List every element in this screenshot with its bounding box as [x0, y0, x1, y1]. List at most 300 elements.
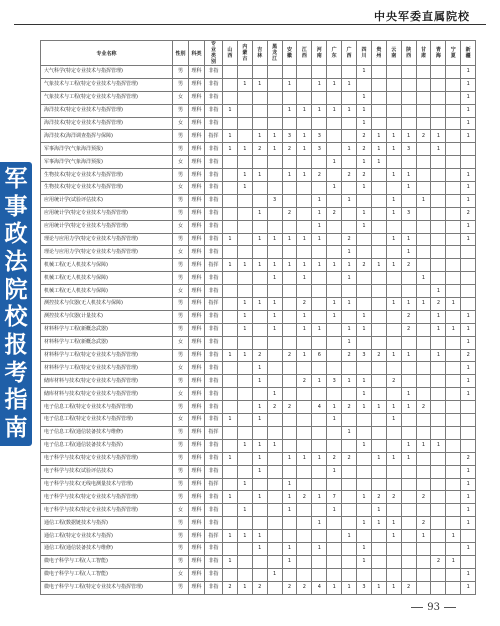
table-cell — [401, 375, 416, 388]
table-cell: 2 — [297, 375, 312, 388]
column-header-label: 黑龙江 — [272, 44, 278, 62]
table-cell: 非指 — [205, 220, 223, 233]
table-cell: 男 — [173, 530, 189, 543]
major-name-cell: 微电子科学与工程(特定专业技术与指挥管理) — [41, 581, 173, 594]
table-cell — [401, 285, 416, 298]
table-cell — [237, 414, 252, 427]
table-cell — [237, 272, 252, 285]
table-cell: 男 — [173, 130, 189, 143]
table-cell — [252, 104, 267, 117]
column-header — [189, 41, 205, 66]
table-cell — [252, 246, 267, 259]
table-cell — [267, 555, 282, 568]
table-cell: 1 — [267, 323, 282, 336]
table-row — [41, 568, 476, 581]
table-cell — [297, 362, 312, 375]
table-cell: 指挥 — [205, 426, 223, 439]
table-cell: 1 — [327, 504, 342, 517]
table-cell: 1 — [327, 310, 342, 323]
table-cell — [252, 194, 267, 207]
table-cell: 1 — [342, 426, 357, 439]
table-cell: 1 — [371, 259, 386, 272]
table-cell — [237, 362, 252, 375]
table-cell — [327, 388, 342, 401]
table-cell — [357, 478, 372, 491]
table-cell: 2 — [461, 349, 476, 362]
table-cell: 1 — [342, 272, 357, 285]
table-cell: 1 — [223, 259, 238, 272]
table-cell — [223, 478, 238, 491]
table-cell — [312, 478, 327, 491]
table-cell: 理科 — [189, 233, 205, 246]
table-cell — [416, 478, 431, 491]
table-row — [41, 220, 476, 233]
column-header-label: 山西 — [227, 47, 233, 59]
table-cell — [282, 388, 297, 401]
table-cell — [446, 465, 461, 478]
table-cell — [431, 530, 446, 543]
table-cell: 1 — [342, 298, 357, 311]
table-cell: 3 — [312, 130, 327, 143]
table-cell: 非指 — [205, 504, 223, 517]
table-cell: 1 — [237, 310, 252, 323]
table-cell — [431, 465, 446, 478]
column-header — [173, 41, 189, 66]
table-cell — [327, 117, 342, 130]
table-cell — [416, 581, 431, 594]
table-cell: 指挥 — [205, 530, 223, 543]
table-cell — [252, 478, 267, 491]
table-cell — [267, 349, 282, 362]
table-cell — [297, 117, 312, 130]
table-cell — [267, 542, 282, 555]
table-cell: 4 — [312, 581, 327, 594]
table-cell — [297, 504, 312, 517]
table-cell — [416, 156, 431, 169]
table-cell: 1 — [252, 465, 267, 478]
table-cell: 1 — [446, 530, 461, 543]
table-cell: 1 — [327, 182, 342, 195]
table-cell — [431, 517, 446, 530]
table-cell — [386, 426, 401, 439]
table-cell: 1 — [416, 194, 431, 207]
table-cell — [282, 220, 297, 233]
table-cell: 2 — [267, 401, 282, 414]
table-cell — [446, 568, 461, 581]
table-cell: 理科 — [189, 452, 205, 465]
header-rule — [14, 24, 486, 25]
column-header — [386, 41, 401, 66]
table-cell — [327, 143, 342, 156]
table-cell: 2 — [252, 581, 267, 594]
column-header — [252, 41, 267, 66]
table-cell — [312, 310, 327, 323]
table-cell — [267, 465, 282, 478]
table-cell — [386, 66, 401, 79]
table-cell: 2 — [282, 207, 297, 220]
table-cell: 1 — [461, 104, 476, 117]
table-cell: 1 — [357, 182, 372, 195]
table-cell: 男 — [173, 233, 189, 246]
table-cell — [297, 207, 312, 220]
table-cell — [371, 246, 386, 259]
table-cell — [267, 246, 282, 259]
table-cell — [267, 66, 282, 79]
table-cell: 1 — [267, 130, 282, 143]
side-banner-char: 校 — [4, 304, 28, 331]
table-row — [41, 246, 476, 259]
table-cell: 理科 — [189, 143, 205, 156]
table-cell — [446, 156, 461, 169]
table-cell: 1 — [267, 233, 282, 246]
table-cell: 1 — [252, 259, 267, 272]
table-cell — [386, 478, 401, 491]
table-cell: 男 — [173, 465, 189, 478]
table-cell: 女 — [173, 182, 189, 195]
table-cell — [446, 478, 461, 491]
table-cell — [416, 323, 431, 336]
table-cell: 1 — [371, 130, 386, 143]
table-cell — [446, 194, 461, 207]
table-cell: 2 — [416, 517, 431, 530]
table-cell: 女 — [173, 504, 189, 517]
table-cell — [223, 91, 238, 104]
table-cell: 非指 — [205, 285, 223, 298]
table-cell: 1 — [282, 259, 297, 272]
table-cell — [431, 169, 446, 182]
table-cell: 1 — [297, 272, 312, 285]
page-number-dash — [444, 607, 456, 608]
table-cell: 2 — [371, 349, 386, 362]
table-cell: 3 — [327, 375, 342, 388]
table-cell — [237, 465, 252, 478]
table-cell: 1 — [386, 452, 401, 465]
table-cell — [386, 246, 401, 259]
table-cell — [282, 414, 297, 427]
table-cell — [416, 78, 431, 91]
table-cell: 男 — [173, 323, 189, 336]
table-cell — [416, 414, 431, 427]
table-row — [41, 478, 476, 491]
table-cell — [312, 336, 327, 349]
table-cell — [416, 233, 431, 246]
table-cell — [282, 310, 297, 323]
table-cell — [416, 349, 431, 362]
table-row — [41, 130, 476, 143]
table-cell — [342, 465, 357, 478]
table-cell — [431, 504, 446, 517]
table-cell — [252, 426, 267, 439]
table-cell — [401, 542, 416, 555]
table-cell — [252, 117, 267, 130]
table-cell: 1 — [461, 336, 476, 349]
table-cell — [371, 388, 386, 401]
table-cell — [416, 182, 431, 195]
table-cell: 理科 — [189, 246, 205, 259]
table-cell: 1 — [386, 194, 401, 207]
table-cell: 1 — [297, 104, 312, 117]
table-cell — [431, 78, 446, 91]
side-banner-char: 指 — [4, 387, 28, 414]
table-cell: 1 — [237, 439, 252, 452]
table-cell: 1 — [461, 130, 476, 143]
table-cell: 2 — [282, 401, 297, 414]
table-cell: 理科 — [189, 130, 205, 143]
table-cell — [223, 246, 238, 259]
table-cell: 1 — [431, 310, 446, 323]
table-cell — [267, 182, 282, 195]
table-cell — [431, 362, 446, 375]
table-row — [41, 336, 476, 349]
table-cell — [267, 78, 282, 91]
table-cell — [431, 568, 446, 581]
table-cell — [237, 104, 252, 117]
table-cell: 1 — [327, 104, 342, 117]
table-cell — [282, 336, 297, 349]
table-cell — [312, 439, 327, 452]
side-banner-char: 考 — [4, 359, 28, 386]
table-cell: 1 — [297, 130, 312, 143]
table-cell — [416, 220, 431, 233]
table-cell: 1 — [223, 491, 238, 504]
table-cell — [416, 426, 431, 439]
table-cell — [327, 542, 342, 555]
table-cell — [297, 246, 312, 259]
table-cell — [371, 478, 386, 491]
table-cell: 女 — [173, 117, 189, 130]
table-cell — [401, 117, 416, 130]
table-cell — [371, 182, 386, 195]
table-cell: 男 — [173, 581, 189, 594]
table-cell — [223, 220, 238, 233]
table-cell: 男 — [173, 298, 189, 311]
table-cell: 3 — [401, 207, 416, 220]
table-cell: 1 — [252, 542, 267, 555]
table-cell: 2 — [371, 491, 386, 504]
major-name-cell: 应用统计学(试验评估技术) — [41, 194, 173, 207]
table-cell: 理科 — [189, 555, 205, 568]
table-cell: 1 — [223, 349, 238, 362]
table-row — [41, 207, 476, 220]
table-cell — [252, 336, 267, 349]
table-cell: 1 — [357, 207, 372, 220]
table-cell: 非指 — [205, 568, 223, 581]
table-cell — [237, 452, 252, 465]
side-banner-char: 报 — [4, 331, 28, 358]
table-cell — [371, 336, 386, 349]
table-cell: 非指 — [205, 349, 223, 362]
table-cell — [223, 272, 238, 285]
table-cell — [431, 542, 446, 555]
table-cell: 非指 — [205, 156, 223, 169]
table-cell — [461, 298, 476, 311]
table-cell: 1 — [461, 362, 476, 375]
table-cell: 1 — [267, 568, 282, 581]
table-cell — [327, 130, 342, 143]
table-cell: 1 — [327, 298, 342, 311]
table-cell — [267, 362, 282, 375]
table-cell — [342, 542, 357, 555]
table-cell: 2 — [282, 581, 297, 594]
table-cell — [297, 568, 312, 581]
table-cell: 指挥 — [205, 130, 223, 143]
table-cell: 非指 — [205, 414, 223, 427]
table-cell: 1 — [461, 388, 476, 401]
table-cell: 1 — [237, 323, 252, 336]
table-cell — [223, 362, 238, 375]
table-cell — [297, 285, 312, 298]
column-header — [342, 41, 357, 66]
table-cell — [223, 156, 238, 169]
table-cell — [282, 465, 297, 478]
table-cell: 1 — [327, 156, 342, 169]
table-cell — [223, 426, 238, 439]
table-cell: 1 — [461, 169, 476, 182]
table-cell — [312, 568, 327, 581]
table-cell — [446, 401, 461, 414]
table-row — [41, 91, 476, 104]
table-cell: 2 — [401, 310, 416, 323]
table-cell — [297, 414, 312, 427]
table-cell — [401, 104, 416, 117]
table-cell: 1 — [386, 298, 401, 311]
table-cell — [282, 194, 297, 207]
table-cell: 1 — [431, 143, 446, 156]
table-cell — [237, 375, 252, 388]
table-cell — [312, 117, 327, 130]
table-cell — [386, 117, 401, 130]
column-header-label: 江西 — [301, 47, 307, 59]
table-cell: 1 — [431, 349, 446, 362]
column-header — [41, 41, 173, 66]
table-cell — [267, 581, 282, 594]
table-cell: 非指 — [205, 169, 223, 182]
table-cell: 男 — [173, 491, 189, 504]
table-cell — [431, 220, 446, 233]
table-cell — [401, 504, 416, 517]
table-cell: 1 — [357, 401, 372, 414]
table-cell: 1 — [237, 581, 252, 594]
table-cell — [416, 66, 431, 79]
table-cell — [416, 91, 431, 104]
table-cell: 非指 — [205, 117, 223, 130]
table-cell: 理科 — [189, 169, 205, 182]
table-cell: 1 — [357, 156, 372, 169]
table-cell — [223, 207, 238, 220]
table-cell — [461, 414, 476, 427]
table-cell — [252, 285, 267, 298]
table-cell — [446, 143, 461, 156]
major-name-cell: 测控技术与仪器(无人机技术与保障) — [41, 298, 173, 311]
table-cell — [327, 426, 342, 439]
table-cell: 1 — [252, 452, 267, 465]
table-cell: 2 — [342, 452, 357, 465]
table-cell: 1 — [342, 581, 357, 594]
table-row — [41, 465, 476, 478]
major-name-cell: 气象技术与工程(特定专业技术与指挥管理) — [41, 78, 173, 91]
table-cell: 男 — [173, 401, 189, 414]
table-cell — [371, 298, 386, 311]
table-cell: 1 — [282, 542, 297, 555]
table-cell: 3 — [282, 130, 297, 143]
table-row — [41, 259, 476, 272]
table-cell — [431, 426, 446, 439]
table-cell — [282, 375, 297, 388]
table-cell — [401, 220, 416, 233]
table-cell — [416, 568, 431, 581]
table-cell — [461, 143, 476, 156]
table-cell — [237, 517, 252, 530]
table-cell: 1 — [401, 349, 416, 362]
table-cell — [223, 194, 238, 207]
table-cell — [297, 78, 312, 91]
table-cell: 1 — [252, 298, 267, 311]
table-cell — [252, 323, 267, 336]
table-cell — [386, 555, 401, 568]
table-cell — [431, 401, 446, 414]
table-cell — [446, 517, 461, 530]
major-name-cell: 海洋技术(特定专业技术与指挥管理) — [41, 117, 173, 130]
table-cell: 非指 — [205, 91, 223, 104]
table-cell — [431, 233, 446, 246]
table-cell: 理科 — [189, 285, 205, 298]
table-cell — [282, 246, 297, 259]
table-cell — [267, 491, 282, 504]
table-cell — [237, 117, 252, 130]
table-cell: 1 — [357, 66, 372, 79]
table-cell: 非指 — [205, 555, 223, 568]
table-cell — [342, 310, 357, 323]
table-cell — [282, 362, 297, 375]
table-cell: 1 — [401, 452, 416, 465]
table-cell: 非指 — [205, 517, 223, 530]
table-cell — [342, 66, 357, 79]
column-header-label: 贵州 — [376, 47, 382, 59]
table-cell: 1 — [327, 465, 342, 478]
table-cell: 1 — [342, 143, 357, 156]
table-cell: 1 — [327, 401, 342, 414]
table-cell: 男 — [173, 78, 189, 91]
table-cell — [223, 323, 238, 336]
table-cell — [416, 143, 431, 156]
table-cell: 理科 — [189, 504, 205, 517]
table-cell: 1 — [342, 246, 357, 259]
table-cell — [267, 336, 282, 349]
table-cell: 1 — [267, 310, 282, 323]
table-cell: 2 — [431, 298, 446, 311]
table-cell: 1 — [297, 323, 312, 336]
table-cell: 2 — [401, 259, 416, 272]
table-cell — [386, 285, 401, 298]
major-name-cell: 电子科学与技术(无线电测量技术与管理) — [41, 478, 173, 491]
table-cell: 1 — [401, 233, 416, 246]
table-cell: 2 — [431, 555, 446, 568]
table-cell: 1 — [282, 104, 297, 117]
table-cell — [267, 478, 282, 491]
table-cell: 1 — [386, 349, 401, 362]
table-cell: 1 — [461, 323, 476, 336]
table-cell — [446, 491, 461, 504]
column-header-label: 新疆 — [465, 47, 471, 59]
column-header-label: 专业名称 — [96, 50, 117, 57]
table-cell — [416, 285, 431, 298]
table-cell — [252, 310, 267, 323]
table-cell — [297, 439, 312, 452]
table-cell: 理科 — [189, 426, 205, 439]
column-header — [371, 41, 386, 66]
table-cell — [327, 349, 342, 362]
table-cell — [327, 246, 342, 259]
